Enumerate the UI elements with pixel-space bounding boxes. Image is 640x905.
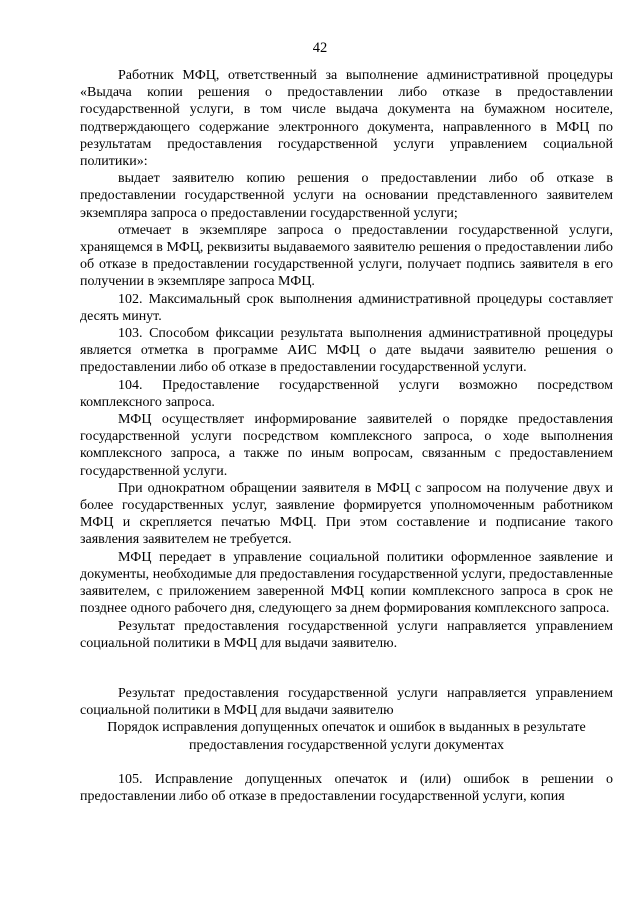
paragraph-result-sent-duplicate: Результат предоставления государственной услуги направляется управлением социальной политики в МФЦ для выдачи заявителю (80, 685, 613, 719)
section-heading: Порядок исправления допущенных опечаток и ошибок в выданных в результате предоставления государственной услуги документах (107, 720, 586, 753)
paragraph-mfc-informing: МФЦ осуществляет информирование заявителей о порядке предоставления государственной услуги посредством комплексного запроса, о ходе выполнения комплексного запроса, а также по иным вопросам, связанным с предоставлением государственной услуги. (80, 412, 613, 479)
paragraph-mfc-transfers: МФЦ передает в управление социальной политики оформленное заявление и документы, необходимые для предоставления государственной услуги, предоставленные заявителем, с приложением заверенной МФЦ копии комплексного запроса в срок не позднее одного рабочего дня, следующего за днем формирования комплексного запроса. (80, 549, 613, 617)
document-body (80, 67, 613, 805)
paragraph-result-sent: Результат предоставления государственной услуги направляется управлением социальной политики в МФЦ для выдачи заявителю. (80, 618, 613, 651)
paragraph-104-complex-request: 104. Предоставление государственной услуги возможно посредством комплексного запроса. (80, 377, 613, 410)
paragraph-102-max-duration: 102. Максимальный срок выполнения административной процедуры составляет десять минут. (80, 291, 613, 324)
paragraph-mfc-worker-intro: Работник МФЦ, ответственный за выполнение административной процедуры «Выдача копии решения о предоставлении либо отказе в предоставлении государственной услуги, в том числе выдача документа на бумажном носителе, подтверждающего содержание электронного документа, направленного в МФЦ по результатам предоставления государственной услуги управлением социальной политики»: (80, 68, 613, 170)
paragraph-marks-request: отмечает в экземпляре запроса о предоставлении государственной услуги, хранящемся в МФЦ, реквизиты выдаваемого заявителю решения о предоставлении либо об отказе в предоставлении государственной услуги, получает подпись заявителя в его получении в экземпляре запроса МФЦ. (80, 222, 613, 290)
page-number: 42 (312, 40, 328, 56)
paragraph-single-appeal: При однократном обращении заявителя в МФЦ с запросом на получение двух и более государственных услуг, заявление формируется уполномоченным работником МФЦ и скрепляется печатью МФЦ. При этом составление и подписание такого заявления заявителем не требуется. (80, 480, 613, 548)
paragraph-103-recording-method: 103. Способом фиксации результата выполнения административной процедуры является отметка в программе АИС МФЦ о дате выдачи заявителю решения о предоставлении либо об отказе в предоставлении государственной услуги. (80, 326, 613, 376)
paragraph-105-corrections: 105. Исправление допущенных опечаток и (или) ошибок в решении о предоставлении либо об отказе в предоставлении государственной услуги, копия (80, 771, 613, 804)
paragraph-issues-copy: выдает заявителю копию решения о предоставлении либо об отказе в предоставлении государственной услуги на основании представленного заявителем экземпляра запроса о предоставлении государственной услуги; (80, 171, 613, 221)
